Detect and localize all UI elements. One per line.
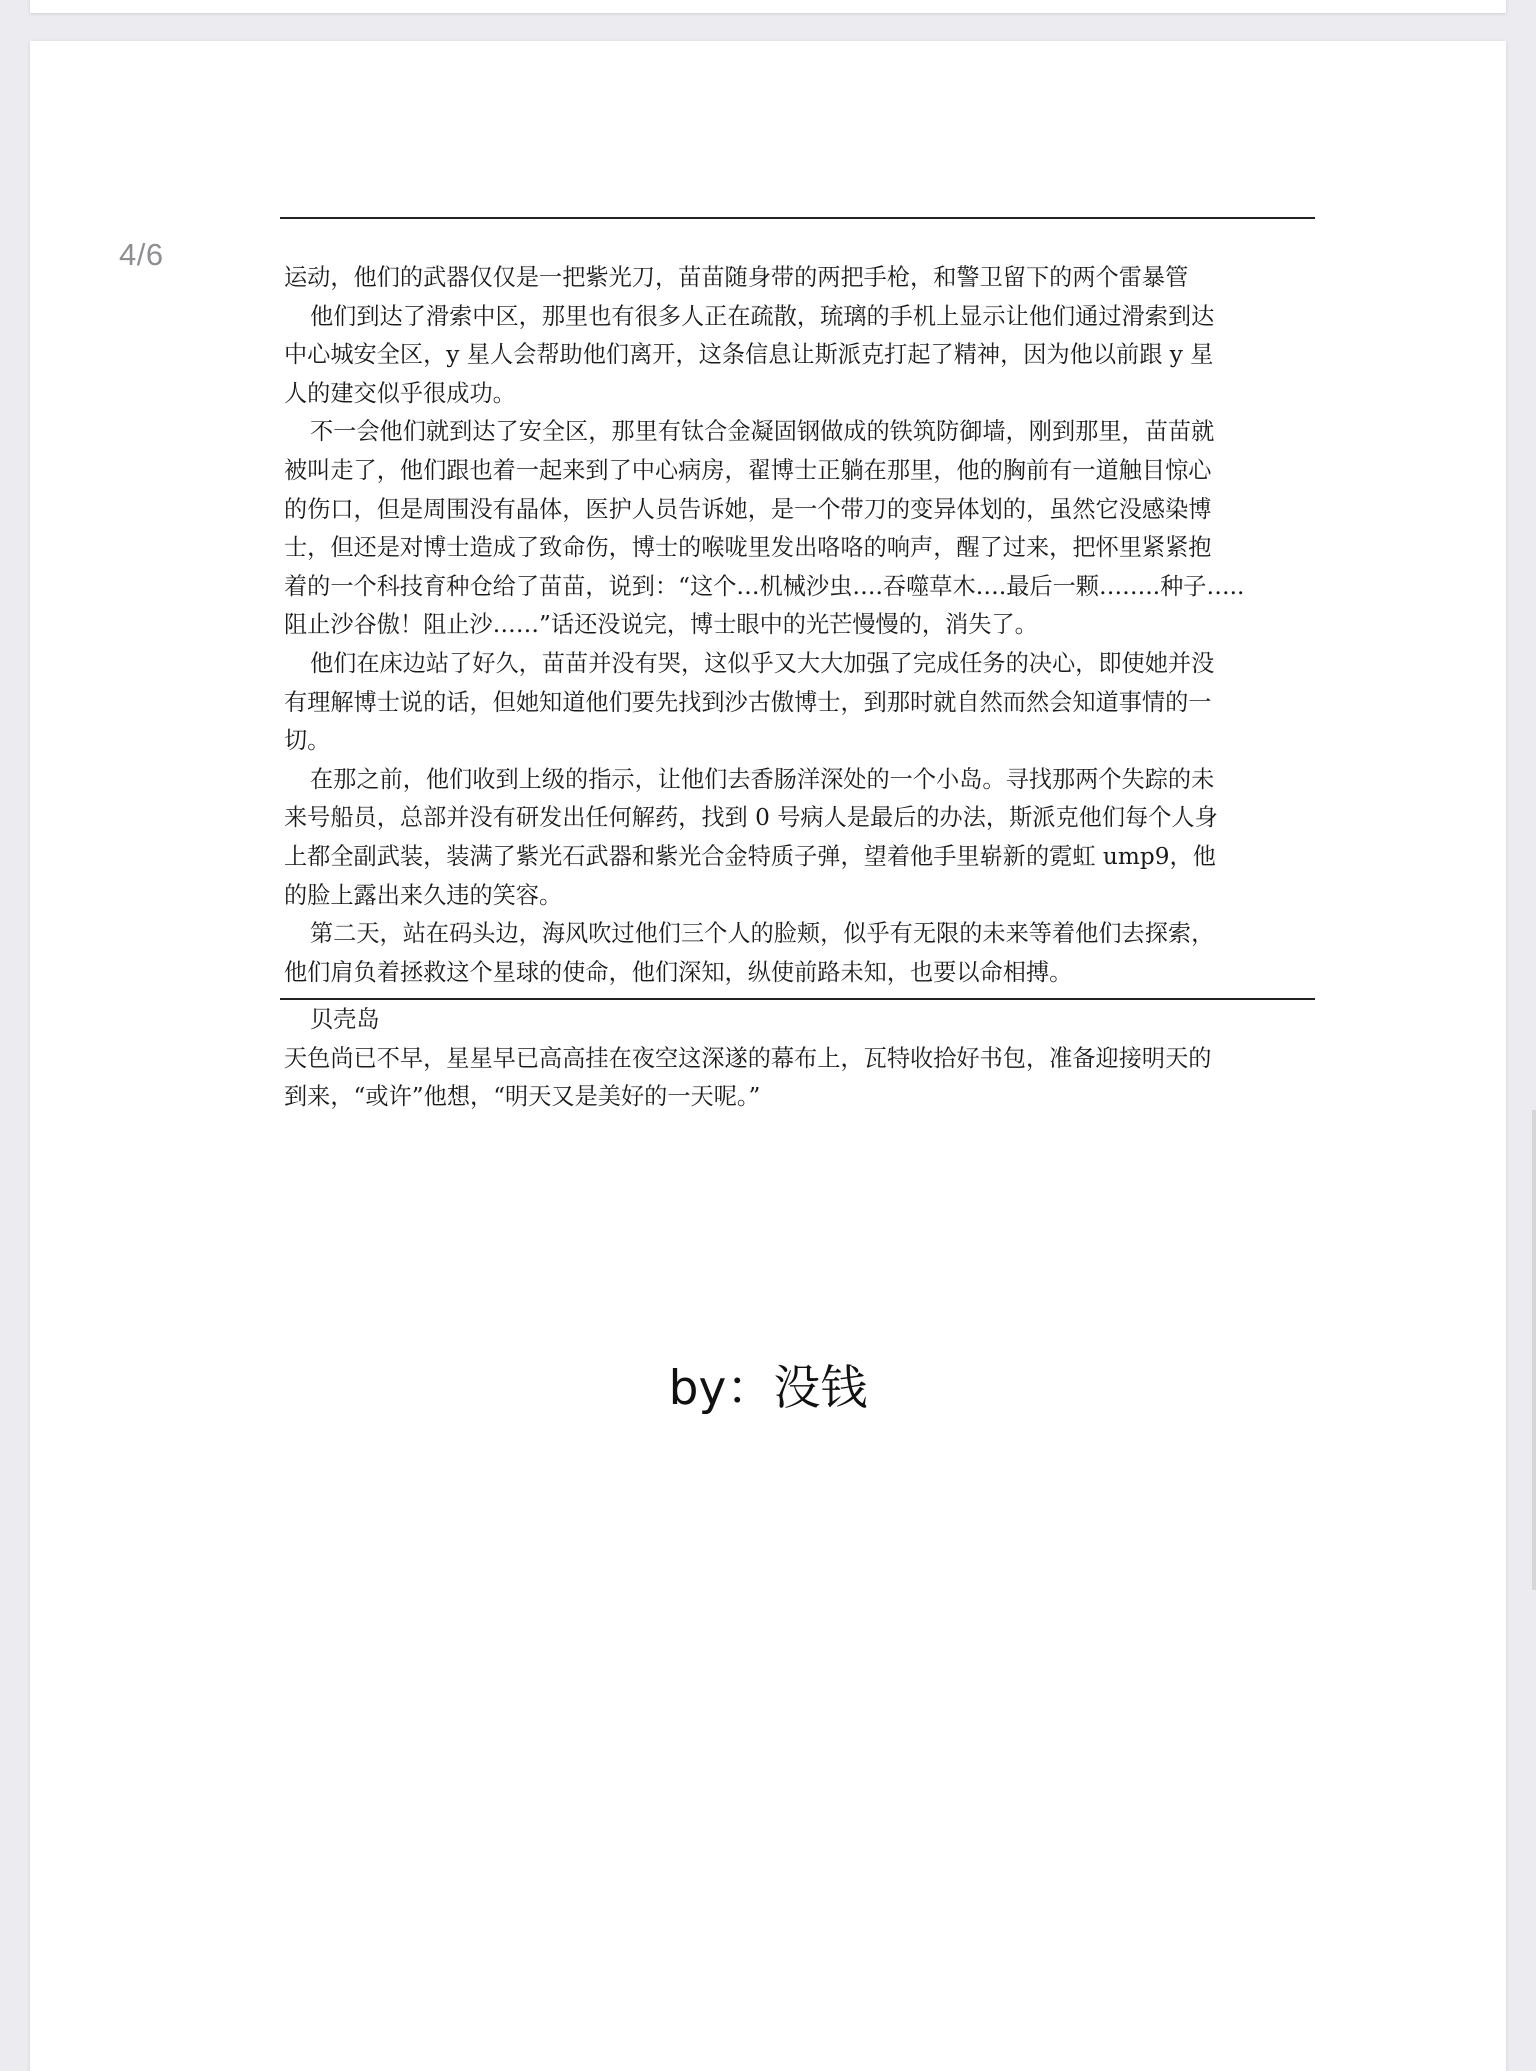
story-line: 有理解博士说的话，但她知道他们要先找到沙古傲博士，到那时就自然而然会知道事情的一 <box>284 688 1212 716</box>
story-line: 来号船员，总部并没有研发出任何解药，找到 0 号病人是最后的办法，斯派克他们每个人身 <box>284 804 1218 832</box>
story-line: 士，但还是对博士造成了致命伤，博士的喉咙里发出咯咯的响声，醒了过来，把怀里紧紧抱 <box>284 534 1212 562</box>
section-title: 贝壳岛 <box>310 1006 380 1033</box>
story-line: 中心城安全区，y 星人会帮助他们离开，这条信息让斯派克打起了精神，因为他以前跟 y 星 <box>284 341 1214 369</box>
story-line: 不一会他们就到达了安全区，那里有钛合金凝固钢做成的铁筑防御墙，刚到那里，苗苗就 <box>310 418 1215 446</box>
top-divider <box>280 217 1315 219</box>
story-line: 人的建交似乎很成功。 <box>284 379 516 407</box>
story-line: 被叫走了，他们跟也着一起来到了中心病房，翟博士正躺在那里，他的胸前有一道触目惊心 <box>284 456 1212 484</box>
story-line: 阻止沙谷傲！阻止沙……”话还没说完，博士眼中的光芒慢慢的，消失了。 <box>284 611 1038 639</box>
story-line: 运动，他们的武器仅仅是一把紫光刀，苗苗随身带的两把手枪，和警卫留下的两个雷暴管 <box>284 264 1189 291</box>
author-signature: by：没钱 <box>668 1361 868 1416</box>
island-line: 天色尚已不早，星星早已高高挂在夜空这深遂的幕布上，瓦特收拾好书包，准备迎接明天的 <box>284 1044 1212 1072</box>
page-counter: 4/6 <box>119 237 164 272</box>
previous-page-edge <box>30 0 1506 13</box>
story-line: 的脸上露出来久违的笑容。 <box>284 881 563 909</box>
section-divider <box>280 998 1315 1000</box>
story-line: 着的一个科技育种仓给了苗苗，说到：“这个…机械沙虫….吞噬草木….最后一颗……..种子….. <box>284 572 1245 600</box>
story-line: 第二天，站在码头边，海风吹过他们三个人的脸颊，似乎有无限的未来等着他们去探索， <box>310 920 1215 948</box>
story-text <box>284 259 1314 992</box>
story-line: 他们肩负着拯救这个星球的使命，他们深知，纵使前路未知，也要以命相搏。 <box>284 958 1073 986</box>
story-line: 在那之前，他们收到上级的指示，让他们去香肠洋深处的一个小岛。寻找那两个失踪的未 <box>310 765 1215 793</box>
island-section <box>284 1001 1314 1117</box>
document-page <box>30 41 1506 2071</box>
story-line: 他们到达了滑索中区，那里也有很多人正在疏散，琉璃的手机上显示让他们通过滑索到达 <box>310 302 1215 330</box>
story-line: 切。 <box>284 727 331 755</box>
island-line: 到来，“或许”他想，“明天又是美好的一天呢。” <box>284 1083 761 1111</box>
story-line: 他们在床边站了好久，苗苗并没有哭，这似乎又大大加强了完成任务的决心，即使她并没 <box>310 649 1215 677</box>
story-line: 的伤口，但是周围没有晶体，医护人员告诉她，是一个带刀的变异体划的，虽然它没感染博 <box>284 495 1212 523</box>
story-line: 上都全副武装，装满了紫光石武器和紫光合金特质子弹，望着他手里崭新的霓虹 ump9，他 <box>284 842 1216 870</box>
scrollbar[interactable] <box>1532 1110 1536 1590</box>
